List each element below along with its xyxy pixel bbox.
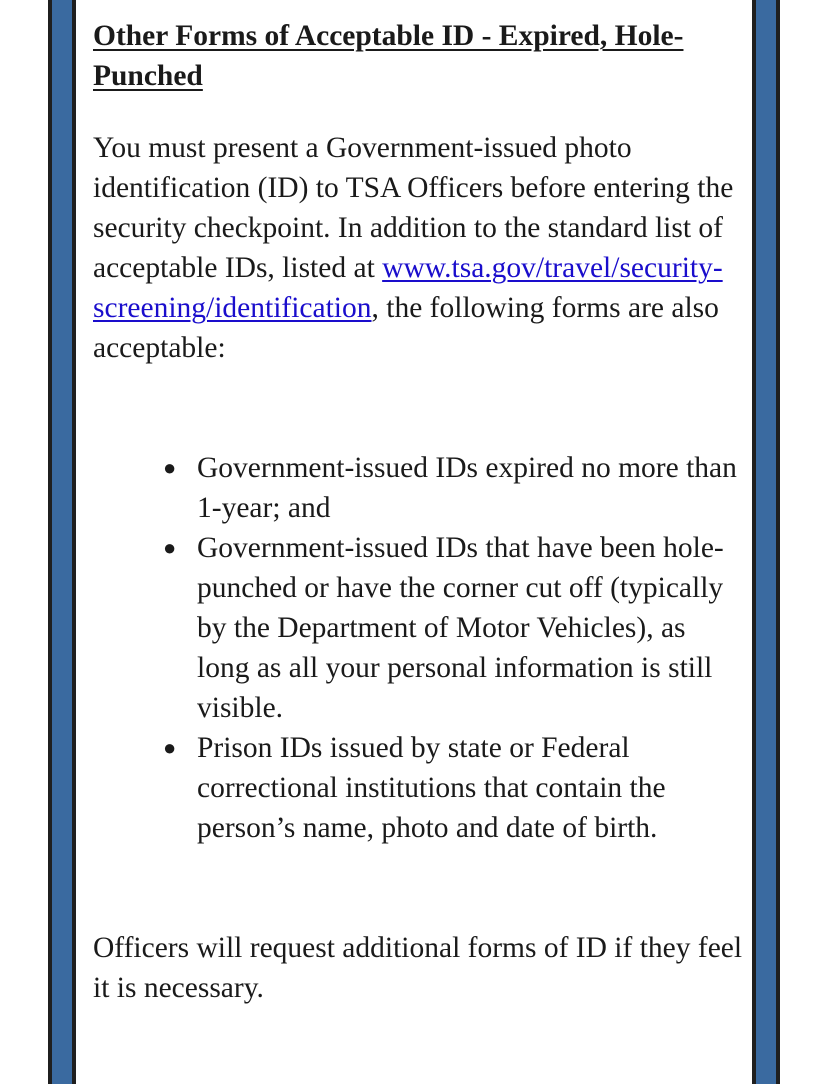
intro-text-after-link: , the following forms are also acceptable: bbox=[93, 292, 719, 364]
list-item bbox=[163, 448, 743, 528]
outro-paragraph: Officers will request additional forms of ID if they feel it is necessary. bbox=[93, 932, 743, 1004]
acceptable-id-list bbox=[93, 448, 743, 848]
list-item-text: Government-issued IDs expired no more than 1-year; and bbox=[197, 452, 737, 524]
tsa-identification-link[interactable]: www.tsa.gov/travel/security-screening/identification bbox=[93, 252, 723, 324]
left-border-blue bbox=[52, 0, 72, 1084]
list-item-text: Government-issued IDs that have been hole-punched or have the corner cut off (typically by the Department of Motor Vehicles), as long as all your personal information is still visible. bbox=[197, 532, 724, 724]
list-item-text: Prison IDs issued by state or Federal correctional institutions that contain the person’s name, photo and date of birth. bbox=[197, 732, 666, 844]
intro-text-before-link: You must present a Government-issued photo identification (ID) to TSA Officers before entering the security checkpoint. In addition to the standard list of acceptable IDs, listed at bbox=[93, 132, 734, 284]
right-border-inner bbox=[776, 0, 780, 1084]
list-item bbox=[163, 728, 743, 848]
bullet-icon: ● bbox=[163, 455, 177, 480]
intro-paragraph bbox=[93, 128, 743, 368]
document-content bbox=[93, 16, 743, 1008]
bullet-icon: ● bbox=[163, 535, 177, 560]
right-border-blue bbox=[756, 0, 776, 1084]
bullet-icon: ● bbox=[163, 735, 177, 760]
list-item bbox=[163, 528, 743, 728]
document-heading: Other Forms of Acceptable ID - Expired, Hole-Punched bbox=[93, 20, 684, 92]
left-border-inner bbox=[72, 0, 76, 1084]
